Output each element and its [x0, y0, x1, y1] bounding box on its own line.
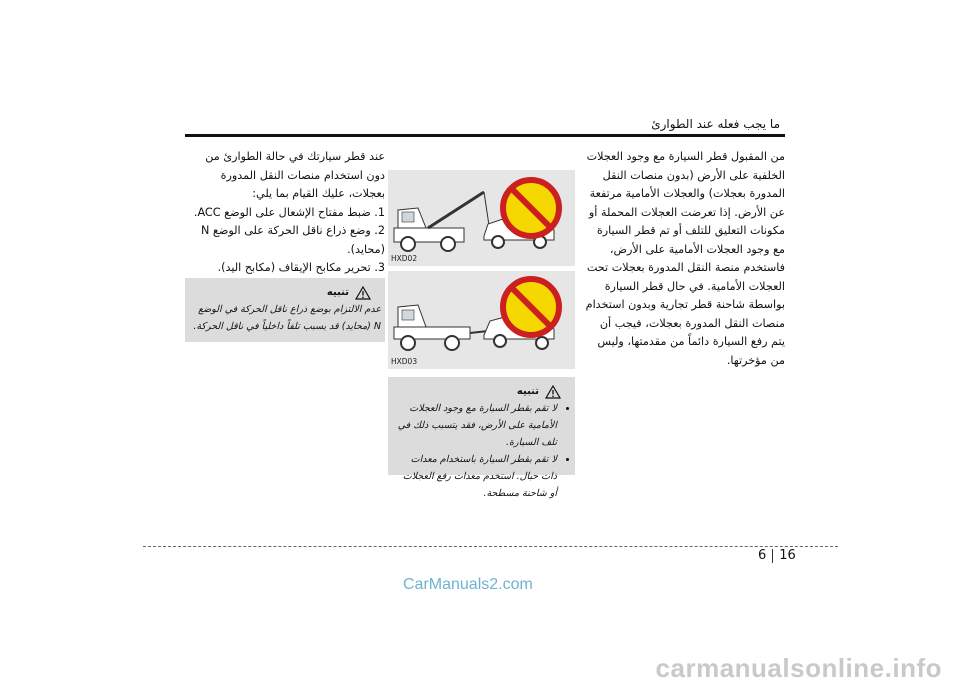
figure-tow-truck-flatbed	[388, 271, 575, 369]
figure-label: HXD03	[391, 357, 418, 366]
caution-item: • لا تقم بقطر السيارة مع وجود العجلات الأمامية على الأرض، فقد يتسبب ذلك في تلف السيارة.	[394, 400, 557, 451]
step-item: 2. وضع ذراع ناقل الحركة على الوضع N (محايد).	[200, 224, 385, 256]
caution-heading-row	[394, 377, 569, 400]
watermark-link[interactable]: CarManuals2.com	[403, 576, 533, 593]
site-banner-text: carmanualsonline.info	[655, 653, 942, 683]
warning-triangle-icon	[355, 286, 371, 300]
caution-text: عدم الالتزام بوضع ذراع ناقل الحركة في الوضع N (محايد) قد يسبب تلفاً داخلياً في ناقل الحركة.	[193, 304, 381, 332]
right-column	[585, 148, 785, 370]
header-rule	[185, 134, 785, 137]
step-item: 3. تحرير مكابح الإيقاف (مكابح اليد).	[217, 261, 385, 274]
step-item: 1. ضبط مفتاح الإشعال على الوضع ACC.	[193, 205, 385, 219]
warning-triangle-icon	[545, 385, 561, 399]
tow-truck-lift-illustration	[388, 271, 575, 369]
figure-tow-truck-hook	[388, 170, 575, 266]
figure-label: HXD02	[391, 254, 418, 263]
caution-box-center	[388, 377, 575, 499]
caution-heading: تنبيه	[326, 287, 349, 298]
page-number	[758, 548, 796, 563]
caution-item: • لا تقم بقطر السيارة باستخدام معدات ذات حبال. استخدم معدات رفع العجلات أو شاحنة مسطحة.	[394, 451, 557, 502]
emergency-tow-intro: عند قطر سيارتك في حالة الطوارئ من دون استخدام منصات النقل المدورة بعجلات، عليك القيام بما يلي:	[205, 150, 385, 200]
caution-heading-row	[189, 278, 381, 301]
page-number-value: 16	[779, 548, 796, 563]
header-title: ما يجب فعله عند الطوارئ	[651, 117, 780, 131]
page-separator	[772, 549, 773, 563]
left-column	[185, 148, 385, 278]
tow-truck-hook-illustration	[388, 170, 575, 266]
caution-list	[394, 400, 569, 502]
caution-box-left	[185, 278, 385, 342]
towing-paragraph: من المقبول قطر السيارة مع وجود العجلات الخلفية على الأرض (بدون منصات النقل المدورة بعجلات) والعجلات الأمامية مرتفعة عن الأرض. إذا تعرضت العجلات المحملة أو مكونات التعليق للتلف أو تم قطر السيارة مع وجود العجلات الأمامية على الأرض، فاستخدم منصة النقل المدورة بعجلات تحت العجلات الأمامية. في حال قطر السيارة بواسطة شاحنة قطر تجارية وبدون استخدام منصات النقل المدورة بعجلات، فيجب أن يتم رفع السيارة دائماً من مقدمتها، وليس من مؤخرتها.	[585, 150, 785, 367]
caution-heading: تنبيه	[516, 386, 539, 397]
steps-list	[185, 204, 385, 278]
section-number: 6	[758, 548, 767, 563]
footer-rule	[143, 546, 838, 547]
